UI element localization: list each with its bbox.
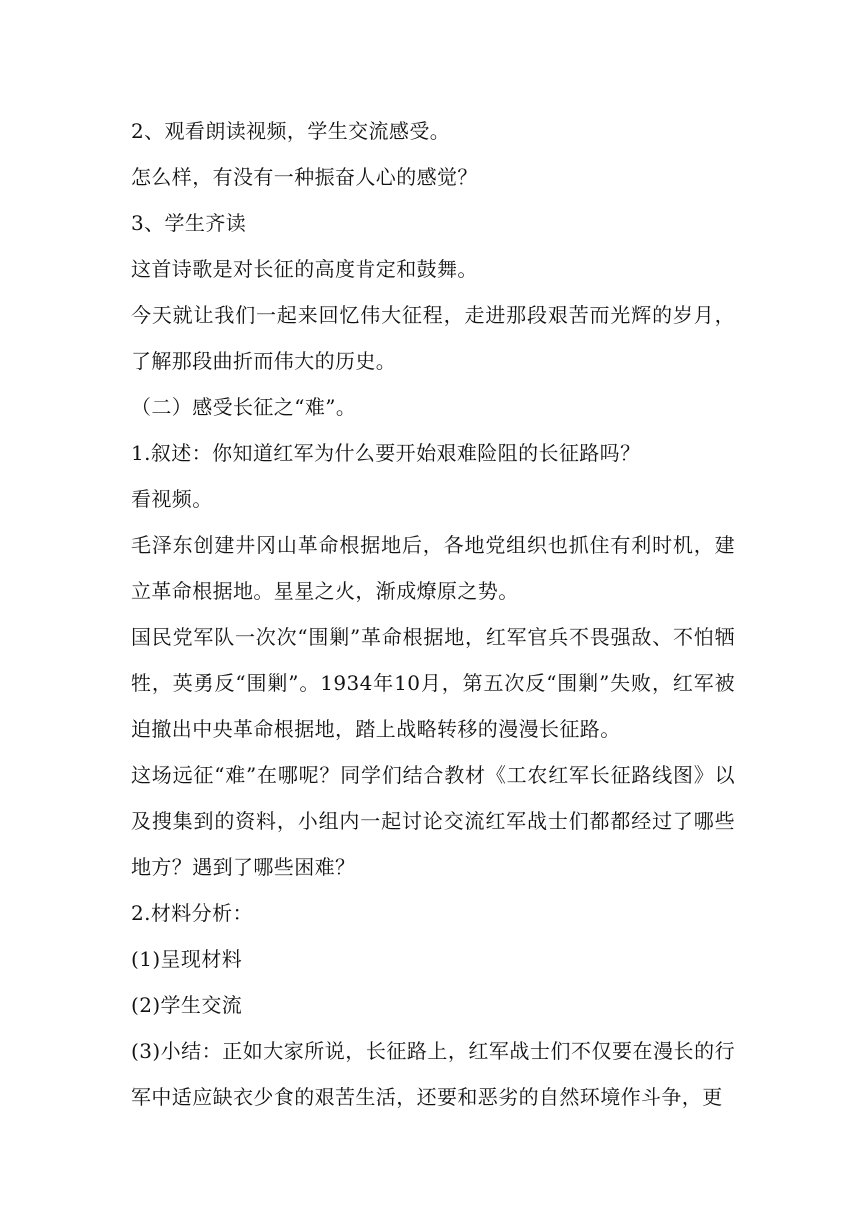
paragraph-jinggangshan: 毛泽东创建井冈山革命根据地后，各地党组织也抓住有利时机，建立革命根据地。星星之火，渐成燎原之势。 — [131, 533, 735, 603]
paragraph-student-exchange: (2)学生交流 — [131, 993, 243, 1017]
paragraph-read-together: 3、学生齐读 — [131, 211, 247, 235]
paragraph-present-material: (1)呈现材料 — [131, 947, 243, 971]
paragraph-watch-video: 2、观看朗读视频，学生交流感受。 — [131, 119, 451, 143]
paragraph-discussion-task: 这场远征“难”在哪呢？同学们结合教材《工农红军长征路线图》以及搜集到的资料，小组内一起讨论交流红军战士们都都经过了哪些地方？遇到了哪些困难？ — [131, 763, 735, 879]
document-body — [131, 108, 735, 1120]
paragraph-watch-video-2: 看视频。 — [131, 487, 213, 511]
paragraph-material-analysis: 2.材料分析： — [131, 901, 253, 925]
paragraph-poem-affirmation: 这首诗歌是对长征的高度肯定和鼓舞。 — [131, 257, 478, 281]
paragraph-summary: (3)小结：正如大家所说，长征路上，红军战士们不仅要在漫长的行军中适应缺衣少食的艰苦生活，还要和恶劣的自然环境作斗争，更 — [131, 1039, 735, 1109]
paragraph-encirclement: 国民党军队一次次“围剿”革命根据地，红军官兵不畏强敌、不怕牺牲，英勇反“围剿”。1934年10月，第五次反“围剿”失败，红军被迫撤出中央革命根据地，踏上战略转移的漫漫长征路。 — [131, 625, 735, 741]
section-heading-difficulty: （二）感受长征之“难”。 — [131, 395, 357, 419]
paragraph-narration-question: 1.叙述：你知道红军为什么要开始艰难险阻的长征路吗？ — [131, 441, 641, 465]
paragraph-recall-journey: 今天就让我们一起来回忆伟大征程，走进那段艰苦而光辉的岁月，了解那段曲折而伟大的历史。 — [131, 303, 735, 373]
paragraph-question-feeling: 怎么样，有没有一种振奋人心的感觉？ — [131, 165, 478, 189]
